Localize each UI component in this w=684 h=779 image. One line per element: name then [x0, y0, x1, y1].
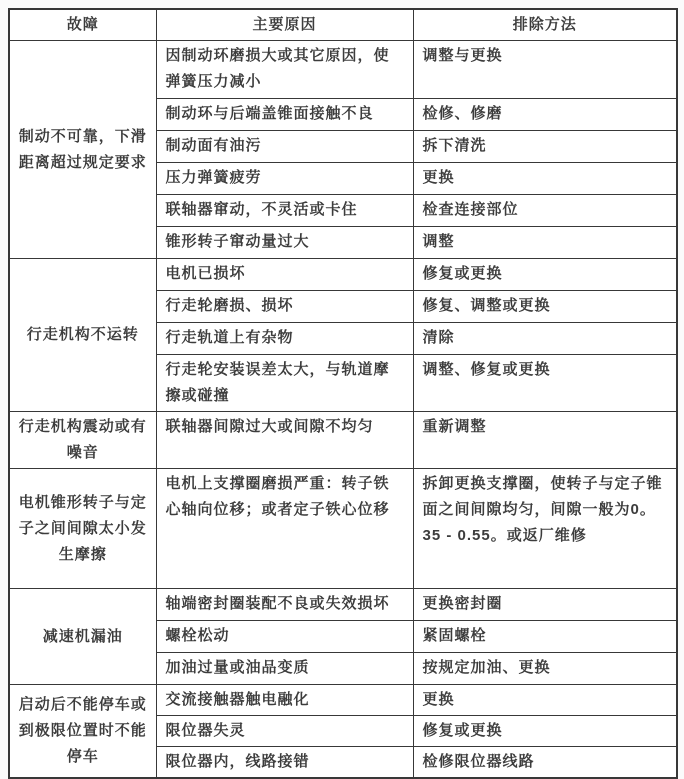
column-header-method: 排除方法 [413, 9, 677, 41]
method-cell: 修复、调整或更换 [413, 291, 677, 323]
method-cell: 调整、修复或更换 [413, 355, 677, 412]
cause-cell: 联轴器窜动，不灵活或卡住 [156, 195, 413, 227]
method-cell: 调整与更换 [413, 41, 677, 99]
method-cell: 拆卸更换支撑圈，使转子与定子锥面之间间隙均匀，间隙一般为0。35 - 0.55。或返厂维修 [413, 469, 677, 589]
table-row [9, 412, 677, 469]
method-cell: 紧固螺栓 [413, 621, 677, 653]
method-cell: 按规定加油、更换 [413, 653, 677, 685]
table-row [9, 259, 677, 291]
cause-cell: 因制动环磨损大或其它原因，使弹簧压力减小 [156, 41, 413, 99]
method-cell: 更换密封圈 [413, 589, 677, 621]
fault-cell: 行走机构震动或有噪音 [9, 412, 156, 469]
table-row [9, 685, 677, 716]
fault-cell: 制动不可靠，下滑距离超过规定要求 [9, 41, 156, 259]
method-cell: 修复或更换 [413, 716, 677, 747]
cause-cell: 限位器内，线路接错 [156, 747, 413, 779]
method-cell: 更换 [413, 163, 677, 195]
cause-cell: 锥形转子窜动量过大 [156, 227, 413, 259]
table-row [9, 589, 677, 621]
fault-cell: 减速机漏油 [9, 589, 156, 685]
cause-cell: 行走轮安装误差太大，与轨道摩擦或碰撞 [156, 355, 413, 412]
table-row [9, 41, 677, 99]
fault-cell: 行走机构不运转 [9, 259, 156, 412]
method-cell: 更换 [413, 685, 677, 716]
method-cell: 拆下清洗 [413, 131, 677, 163]
method-cell: 清除 [413, 323, 677, 355]
method-cell: 检查连接部位 [413, 195, 677, 227]
table-row [9, 469, 677, 589]
cause-cell: 电机上支撑圈磨损严重：转子铁心轴向位移；或者定子铁心位移 [156, 469, 413, 589]
column-header-fault: 故障 [9, 9, 156, 41]
method-cell: 重新调整 [413, 412, 677, 469]
cause-cell: 制动环与后端盖锥面接触不良 [156, 99, 413, 131]
column-header-cause: 主要原因 [156, 9, 413, 41]
cause-cell: 行走轮磨损、损坏 [156, 291, 413, 323]
method-cell: 检修、修磨 [413, 99, 677, 131]
troubleshooting-table [8, 8, 678, 779]
cause-cell: 限位器失灵 [156, 716, 413, 747]
cause-cell: 压力弹簧疲劳 [156, 163, 413, 195]
header-row [9, 9, 677, 41]
fault-cell: 电机锥形转子与定子之间间隙太小发生摩擦 [9, 469, 156, 589]
cause-cell: 制动面有油污 [156, 131, 413, 163]
method-cell: 修复或更换 [413, 259, 677, 291]
cause-cell: 交流接触器触电融化 [156, 685, 413, 716]
fault-cell: 启动后不能停车或到极限位置时不能停车 [9, 685, 156, 779]
cause-cell: 轴端密封圈装配不良或失效损坏 [156, 589, 413, 621]
cause-cell: 电机已损坏 [156, 259, 413, 291]
method-cell: 检修限位器线路 [413, 747, 677, 779]
cause-cell: 联轴器间隙过大或间隙不均匀 [156, 412, 413, 469]
method-cell: 调整 [413, 227, 677, 259]
cause-cell: 行走轨道上有杂物 [156, 323, 413, 355]
cause-cell: 螺栓松动 [156, 621, 413, 653]
cause-cell: 加油过量或油品变质 [156, 653, 413, 685]
